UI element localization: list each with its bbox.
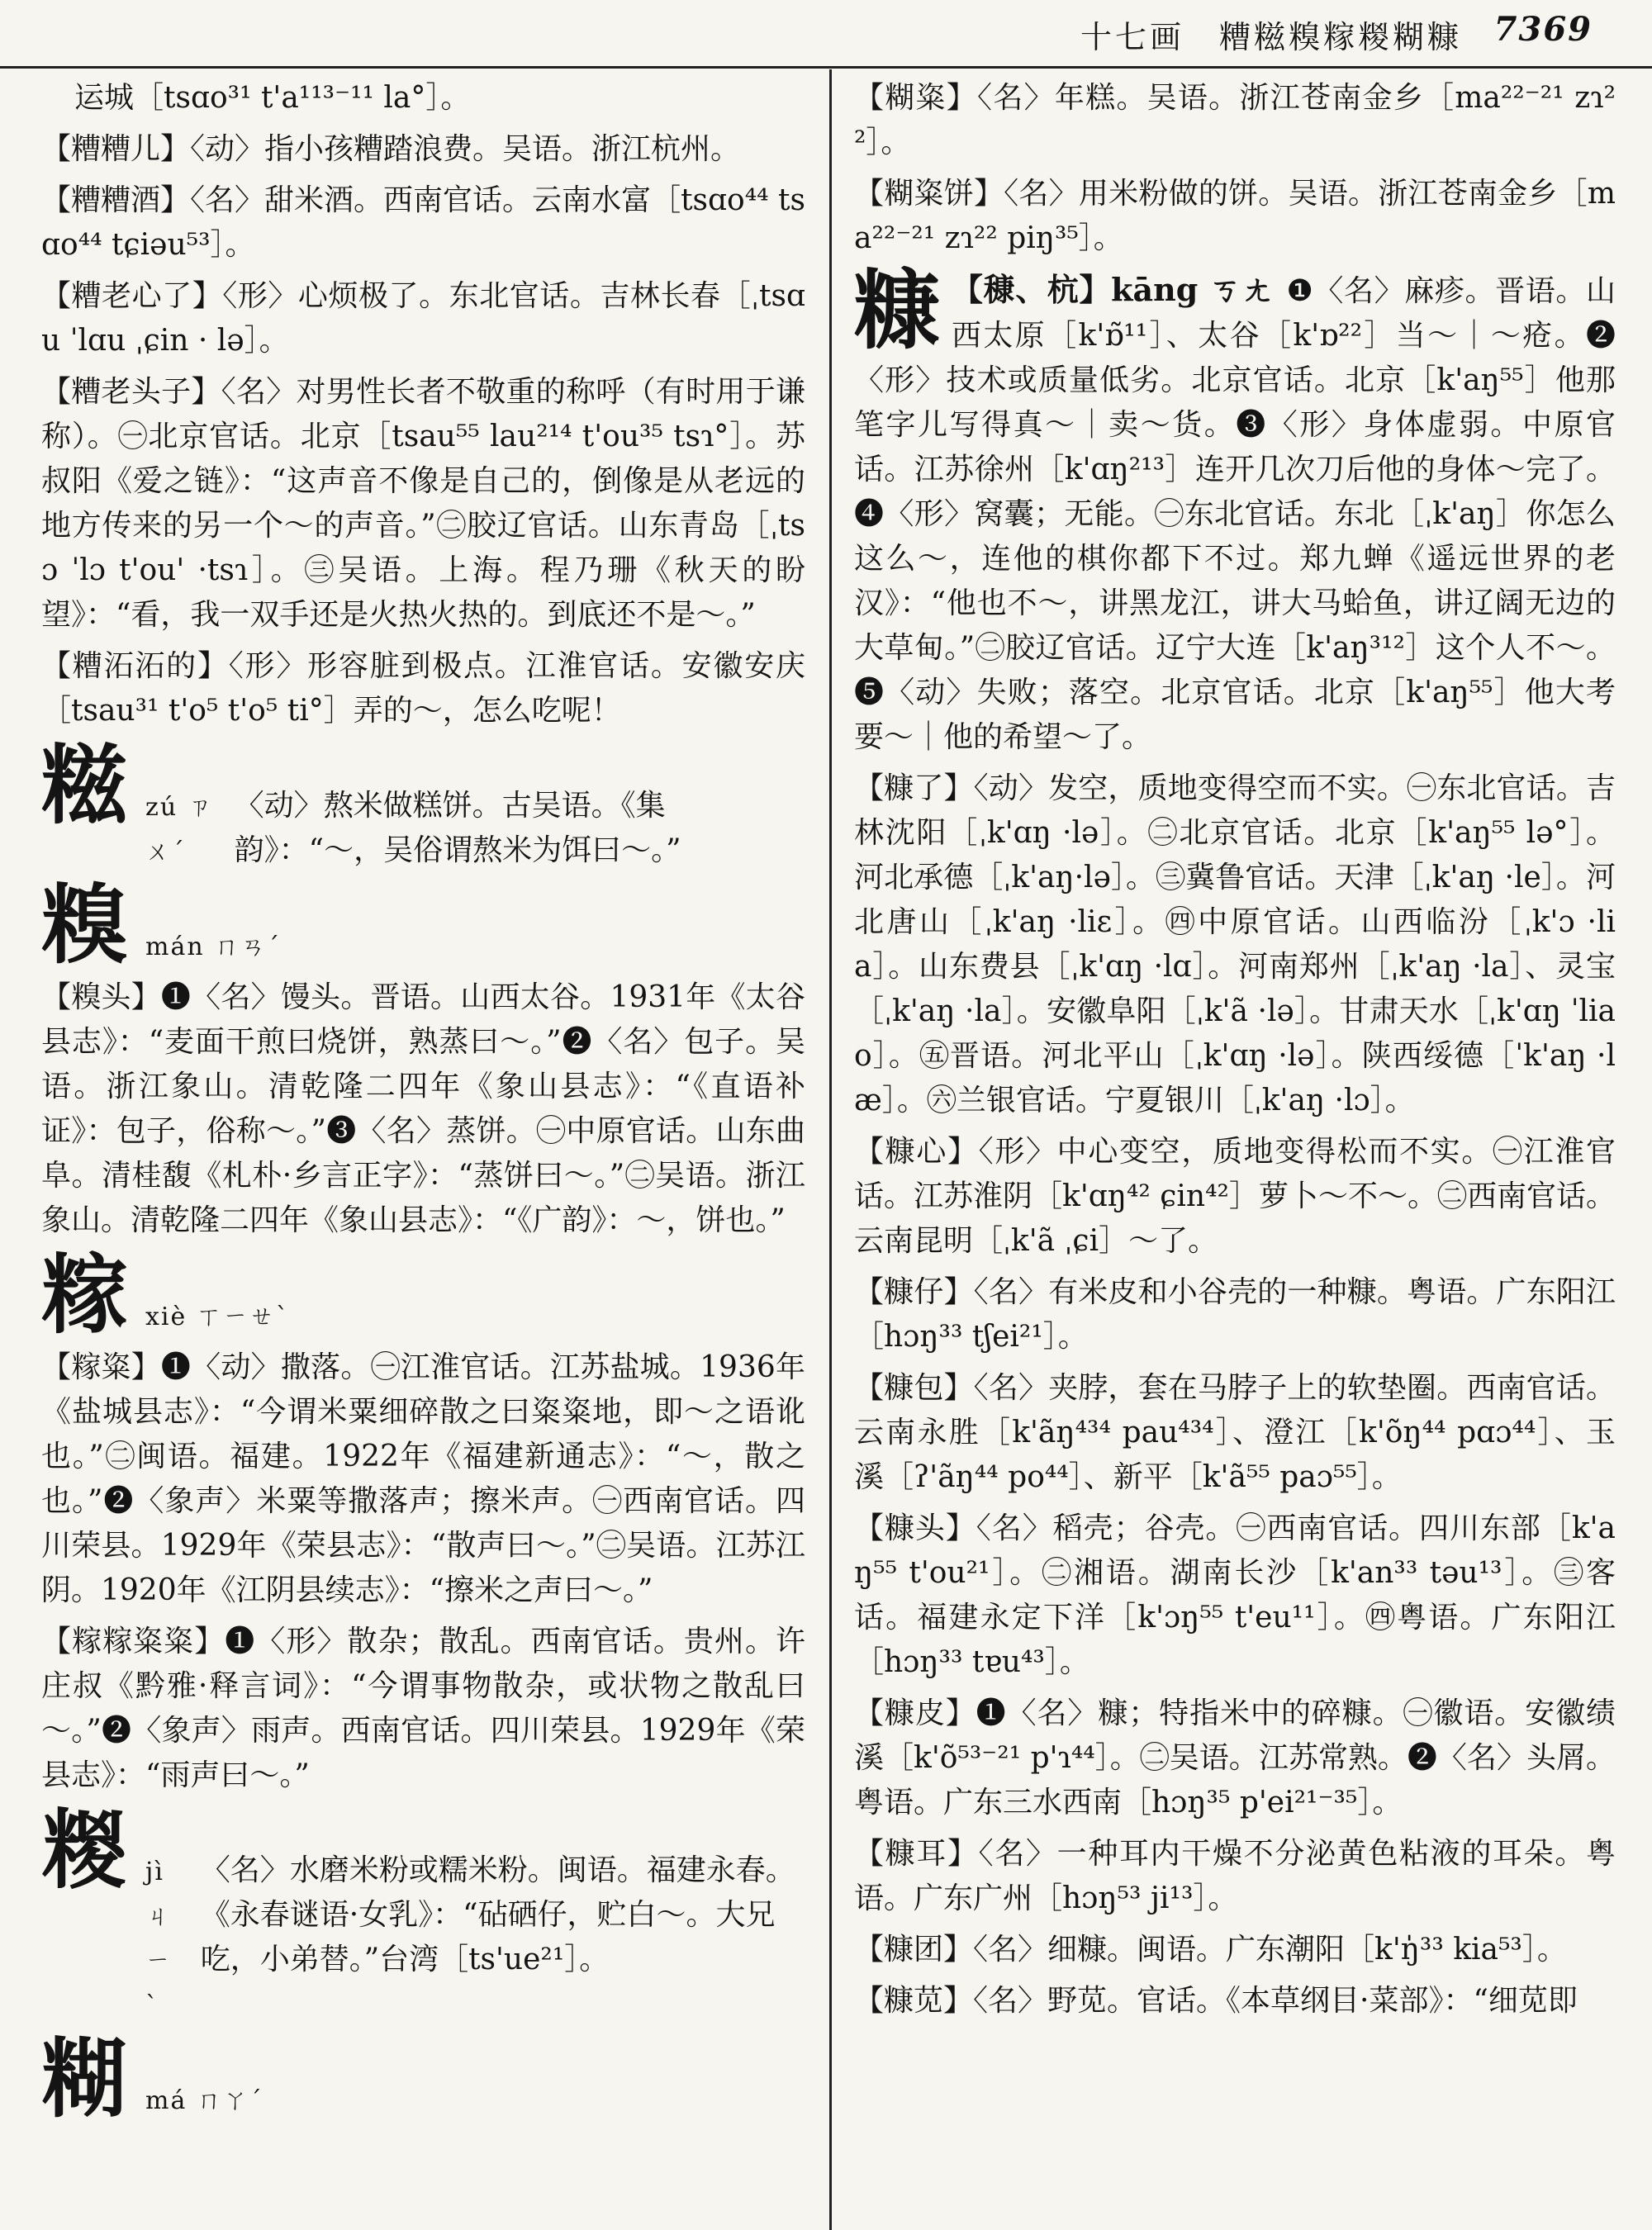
entry-text: 【糠皮】❶〈名〉糠；特指米中的碎糠。㊀徽语。安徽绩溪［k'õ⁵³⁻²¹ p'ɿ⁴⁴］。㊁吴语。江苏常熟。❷〈名〉头屑。粤语。广东三水西南［hɔŋ³⁵ p'ei²¹⁻³⁵］。 bbox=[854, 1696, 1616, 1820]
headword-pinyin: jì ㄐㄧˋ bbox=[145, 1858, 173, 2020]
entry-text: 【糊粢】〈名〉年糕。吴语。浙江苍南金乡［ma²²⁻²¹ zɿ²²］。 bbox=[854, 81, 1616, 159]
entry-text: 【糠心】〈形〉中心变空，质地变得松而不实。㊀江淮官话。江苏淮阴［k'ɑŋ⁴² ɕin⁴²］萝卜～不～。㊁西南官话。云南昆明［ˌk'ã ˌɕi］～了。 bbox=[854, 1135, 1616, 1258]
entry-text: 【糟糟儿】〈动〉指小孩糟踏浪费。吴语。浙江杭州。 bbox=[41, 132, 741, 166]
entry-text: 【糠了】〈动〉发空，质地变得空而不实。㊀东北官话。吉林沈阳［ˌk'ɑŋ ·lə］。㊁北京官话。北京［k'aŋ⁵⁵ lə°］。河北承德［ˌk'aŋ·lə］。㊂冀鲁官话。天津［ˌk'aŋ ·le］。河北唐山［ˌk'aŋ ·liɛ］。㊃中原官话。山西临汾［ˌk'ɔ ·lia］。山东费县［ˌk'ɑŋ ·lɑ］。河南郑州［ˌk'aŋ ·la］、灵宝［ˌk'aŋ ·la］。安徽阜阳［ˌk'ã ·lə］。甘肃天水［ˌk'ɑŋ ˈliao］。㊄晋语。河北平山［ˌk'ɑŋ ·lə］。陕西绥德［ˈk'aŋ ·læ］。㊅兰银官话。宁夏银川［ˌk'aŋ ·lɔ］。 bbox=[854, 771, 1616, 1117]
headword-pinyin: xiè ㄒㄧㄝˋ bbox=[145, 1302, 290, 1331]
right-column bbox=[854, 76, 1616, 2223]
headword-zui bbox=[41, 734, 805, 875]
headword-char: 糗 bbox=[41, 874, 128, 975]
headword-char: 糍 bbox=[41, 734, 128, 836]
headword-pinyin: zú ㄗㄨˊ bbox=[145, 793, 214, 866]
entry-text: 【糠苋】〈名〉野苋。官话。《本草纲目·菜部》：“细苋即 bbox=[854, 1984, 1578, 2018]
headword-char: 糠 bbox=[854, 259, 941, 361]
page-number: 7369 bbox=[1493, 10, 1593, 49]
headword-ji bbox=[41, 1799, 805, 2028]
headword-ma bbox=[41, 2028, 805, 2129]
headword-definition: ❶〈名〉麻疹。晋语。山西太原［k'ɒ̃¹¹］、太谷［k'ɒ²²］当～｜～疮。❷〈形〉技术或质量低劣。北京官话。北京［k'aŋ⁵⁵］他那笔字儿写得真～｜卖～货。❸〈形〉身体虚弱。中原官话。江苏徐州［k'ɑŋ²¹³］连开几次刀后他的身体～完了。❹〈形〉窝囊；无能。㊀东北官话。东北［ˌk'aŋ］你怎么这么～，连他的棋你都下不过。郑九蝉《遥远世界的老汉》：“他也不～，讲黑龙江，讲大马蛤鱼，讲辽阔无边的大草甸。”㊁胶辽官话。辽宁大连［k'aŋ³¹²］这个人不～。❺〈动〉失败；落空。北京官话。北京［k'aŋ⁵⁵］他大考要～｜他的希望～了。 bbox=[854, 274, 1616, 754]
entry-text: 【糘粢】❶〈动〉撒落。㊀江淮官话。江苏盐城。1936年《盐城县志》：“今谓米粟细碎散之曰粢粢地，即～之语讹也。”㊁闽语。福建。1922年《福建新通志》：“～，散之也。”❷〈象声〉米粟等撒落声；擦米声。㊀西南官话。四川荣县。1929年《荣县志》：“散声曰～。”㊁吴语。江苏江阴。1920年《江阴县续志》：“擦米之声曰～。” bbox=[41, 1350, 805, 1607]
page-header bbox=[0, 0, 1652, 69]
headword-variants: 【穅、杭】kāng ㄎㄤ bbox=[952, 271, 1274, 308]
headword-definition: 〈名〉水磨米粉或糯米粉。闽语。福建永春。《永春谜语·女乳》：“砧硒仔，贮白～。大兄吃，小弟替。”台湾［ts'ue²¹］。 bbox=[200, 1853, 795, 1976]
entry-text: 【糠包】〈名〉夹脖，套在马脖子上的软垫圈。西南官话。云南永胜［k'ãŋ⁴³⁴ pau⁴³⁴］、澄江［k'õŋ⁴⁴ pɑɔ⁴⁴］、玉溪［ʔ'ãŋ⁴⁴ po⁴⁴］、新平［k'ã⁵⁵ paɔ⁵⁵］。 bbox=[854, 1371, 1616, 1494]
headword-pinyin: má ㄇㄚˊ bbox=[145, 2086, 263, 2115]
entry-text: 【糟老头子】〈名〉对男性长者不敬重的称呼（有时用于谦称）。㊀北京官话。北京［tsau⁵⁵ lau²¹⁴ t'ou³⁵ tsɿ°］。苏叔阳《爱之链》：“这声音不像是自己的，倒像是从老远的地方传来的另一个～的声音。”㊁胶辽官话。山东青岛［ˌtsɔ ˈlɔ t'ou' ·tsɿ］。㊂吴语。上海。程乃珊《秋天的盼望》：“看，我一双手还是火热火热的。到底还不是～。” bbox=[41, 375, 805, 632]
left-column bbox=[41, 76, 805, 2223]
entry-text: 【糟沰沰的】〈形〉形容脏到极点。江淮官话。安徽安庆［tsau³¹ t'o⁵ t'o⁵ ti°］弄的～，怎么吃呢！ bbox=[41, 649, 805, 728]
entry-text: 运城［tsɑo³¹ t'a¹¹³⁻¹¹ la°］。 bbox=[74, 81, 471, 115]
entry-text: 【糗头】❶〈名〉馒头。晋语。山西太谷。1931年《太谷县志》：“麦面干煎曰烧饼，熟蒸曰～。”❷〈名〉包子。吴语。浙江象山。清乾隆二四年《象山县志》：“《直语补证》：包子，俗称～。”❸〈名〉蒸饼。㊀中原官话。山东曲阜。清桂馥《札朴·乡言正字》：“蒸饼曰～。”㊁吴语。浙江象山。清乾隆二四年《象山县志》：“《广韵》：～，饼也。” bbox=[41, 980, 805, 1237]
entry-text: 【糠团】〈名〉细糠。闽语。广东潮阳［k'ŋ̍³³ kia⁵³］。 bbox=[854, 1933, 1567, 1967]
headword-char: 糊 bbox=[41, 2028, 128, 2129]
entry-text: 【糟老心了】〈形〉心烦极了。东北官话。吉林长春［ˌtsɑu ˈlɑu ˌɕin · lə］。 bbox=[41, 279, 805, 358]
entry-text: 【糠仔】〈名〉有米皮和小谷壳的一种糠。粤语。广东阳江［hɔŋ³³ tʃei²¹］。 bbox=[854, 1275, 1616, 1354]
headword-man bbox=[41, 874, 805, 975]
headword-xie bbox=[41, 1244, 805, 1345]
headword-kang bbox=[854, 259, 1616, 760]
entry-text: 【糠耳】〈名〉一种耳内干燥不分泌黄色粘液的耳朵。粤语。广东广州［hɔŋ⁵³ ji¹³］。 bbox=[854, 1837, 1616, 1915]
headword-pinyin: mán ㄇㄢˊ bbox=[145, 932, 282, 961]
entry-text: 【糠头】〈名〉稻壳；谷壳。㊀西南官话。四川东部［k'aŋ⁵⁵ t'ou²¹］。㊁湘语。湖南长沙［k'an³³ təu¹³］。㊂客话。福建永定下洋［k'ɔŋ⁵⁵ t'eu¹¹］。㊃粤语。广东阳江［hɔŋ³³ tɐu⁴³］。 bbox=[854, 1511, 1616, 1679]
column-divider bbox=[829, 69, 832, 2230]
headword-definition: 〈动〉熬米做糕饼。古吴语。《集韵》：“～，吴俗谓熬米为饵曰～。” bbox=[234, 789, 681, 867]
headword-char: 糉 bbox=[41, 1799, 128, 1900]
entry-text: 【糊粢饼】〈名〉用米粉做的饼。吴语。浙江苍南金乡［ma²²⁻²¹ zɿ²² piŋ³⁵］。 bbox=[854, 177, 1616, 255]
running-head: 十七画 糟糍糗糘糉糊糠 bbox=[1080, 19, 1462, 55]
headword-char: 糘 bbox=[41, 1244, 128, 1345]
entry-text: 【糘糘粢粢】❶〈形〉散杂；散乱。西南官话。贵州。许庄叔《黔雅·释言词》：“今谓事物散杂，或状物之散乱曰～。”❷〈象声〉雨声。西南官话。四川荣县。1929年《荣县志》：“雨声曰～。” bbox=[41, 1625, 805, 1792]
entry-text: 【糟糟酒】〈名〉甜米酒。西南官话。云南水富［tsɑo⁴⁴ tsɑo⁴⁴ tɕiəu⁵³］。 bbox=[41, 183, 805, 262]
